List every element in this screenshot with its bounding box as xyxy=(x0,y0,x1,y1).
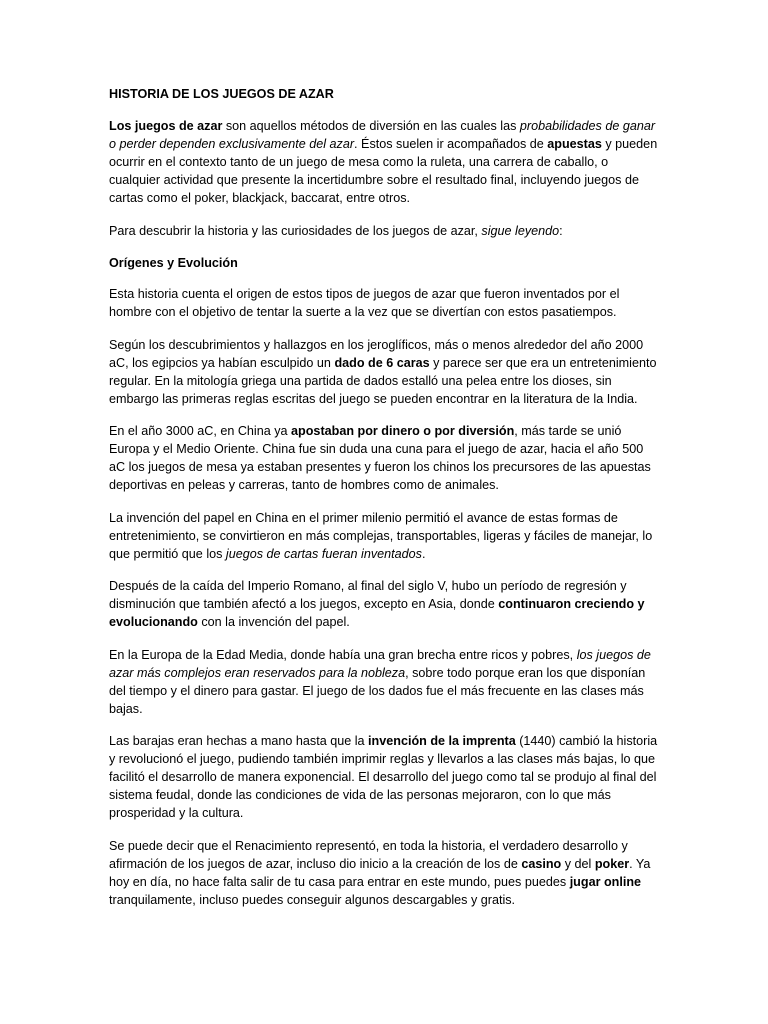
paragraph-text: , más tarde se unió Europa y el Medio Oriente. China fue sin duda una cuna para el juego de azar, hacia el año 500 aC los juegos de mesa ya estaban presentes y fueron los chinos los precursores de las apuestas deportivas en peleas y carreras, tanto de hombres como de animales. xyxy=(109,424,651,492)
paragraph-text: . Ya hoy en día, no hace falta salir de tu casa para entrar en este mundo, pues puedes xyxy=(109,856,651,889)
document-title: HISTORIA DE LOS JUEGOS DE AZAR xyxy=(109,87,334,101)
paragraph xyxy=(109,837,659,909)
section-paragraphs xyxy=(109,285,659,909)
paragraph-text: (1440) cambió la historia y revolucionó el juego, pudiendo también imprimir reglas y llevarlos a las clases más bajas, lo que facilitó el desarrollo de manera exponencial. El desarrollo del juego como tal se produjo al final del sistema feudal, donde las condiciones de vida de las personas mejoraron, con lo que más prosperidad y la cultura. xyxy=(109,734,658,820)
paragraph xyxy=(109,577,659,631)
paragraph xyxy=(109,222,659,240)
paragraph-text: tranquilamente, incluso puedes conseguir algunos descargables y gratis. xyxy=(109,892,516,907)
paragraph xyxy=(109,732,659,822)
bold-text: apuestas xyxy=(547,137,602,151)
paragraph-text: : xyxy=(559,223,563,238)
paragraph xyxy=(109,509,659,563)
paragraph-text: y parece ser que era un entretenimiento regular. En la mitología griega una partida de dados estalló una pelea entre los dioses, sin embargo las primeras reglas escritas del juego se pueden encontrar en la literatura de la India. xyxy=(109,355,657,406)
paragraph-text: Después de la caída del Imperio Romano, al final del siglo V, hubo un período de regresión y disminución que también afectó a los juegos, excepto en Asia, donde xyxy=(109,579,627,611)
paragraph-text: . Éstos suelen ir acompañados de xyxy=(354,137,548,151)
paragraph-text: Esta historia cuenta el origen de estos tipos de juegos de azar que fueron inventados por el hombre con el objetivo de tentar la suerte a la vez que se divertían con estos pasatiempos. xyxy=(109,287,620,319)
paragraph xyxy=(109,285,659,321)
bold-text: jugar online xyxy=(569,874,642,889)
paragraph-text: , sobre todo porque eran los que disponían del tiempo y el dinero para gastar. El juego de los dados fue el más frecuente en las clases más bajas. xyxy=(109,665,646,716)
paragraph-text: Para descubrir la historia y las curiosidades de los juegos de azar, xyxy=(109,223,482,238)
paragraph-text: Se puede decir que el Renacimiento representó, en toda la historia, el verdadero desarrollo y afirmación de los juegos de azar, incluso dio inicio a la creación de los de xyxy=(109,838,628,871)
italic-text: probabilidades de ganar o perder dependen exclusivamente del azar xyxy=(109,119,656,151)
italic-text: los juegos de azar más complejos eran reservados para la nobleza xyxy=(109,647,651,680)
intro-paragraphs xyxy=(109,117,659,240)
paragraph-text: Las barajas eran hechas a mano hasta que la xyxy=(109,734,369,748)
paragraph xyxy=(109,117,659,207)
italic-text: sigue leyendo xyxy=(481,223,560,238)
bold-text: casino xyxy=(521,856,562,871)
bold-text: poker xyxy=(594,856,630,871)
bold-text: continuaron creciendo y evolucionando xyxy=(109,597,645,629)
bold-text: apostaban por dinero o por diversión xyxy=(291,424,515,438)
italic-text: juegos de cartas fueran inventados xyxy=(225,546,422,561)
paragraph-text: son aquellos métodos de diversión en las cuales las xyxy=(222,119,520,133)
bold-text: dado de 6 caras xyxy=(334,355,430,370)
paragraph-text: Según los descubrimientos y hallazgos en los jeroglíficos, más o menos alrededor del año 2000 aC, los egipcios ya habían esculpido un xyxy=(109,337,644,370)
paragraph-text: con la invención del papel. xyxy=(197,615,350,629)
document-body xyxy=(109,85,659,923)
paragraph-text: y del xyxy=(561,856,595,871)
paragraph xyxy=(109,646,659,718)
paragraph-text: y pueden ocurrir en el contexto tanto de un juego de mesa como la ruleta, una carrera de caballo, o cualquier actividad que presente la incertidumbre sobre el resultado final, incluyendo juegos de cartas como el poker, blackjack, baccarat, entre otros. xyxy=(109,137,658,205)
paragraph-text: . xyxy=(421,546,426,561)
bold-text: Los juegos de azar xyxy=(109,119,223,133)
paragraph-text: La invención del papel en China en el primer milenio permitió el avance de estas formas de entretenimiento, se convirtieron en más complejas, transportables, ligeras y fáciles de manejar, lo que permitió que los xyxy=(109,510,653,561)
paragraph xyxy=(109,336,659,408)
paragraph-text: En la Europa de la Edad Media, donde había una gran brecha entre ricos y pobres, xyxy=(109,647,577,662)
paragraph-text: En el año 3000 aC, en China ya xyxy=(109,424,292,438)
section-heading: Orígenes y Evolución xyxy=(109,256,238,270)
bold-text: invención de la imprenta xyxy=(368,734,516,748)
paragraph xyxy=(109,422,659,494)
